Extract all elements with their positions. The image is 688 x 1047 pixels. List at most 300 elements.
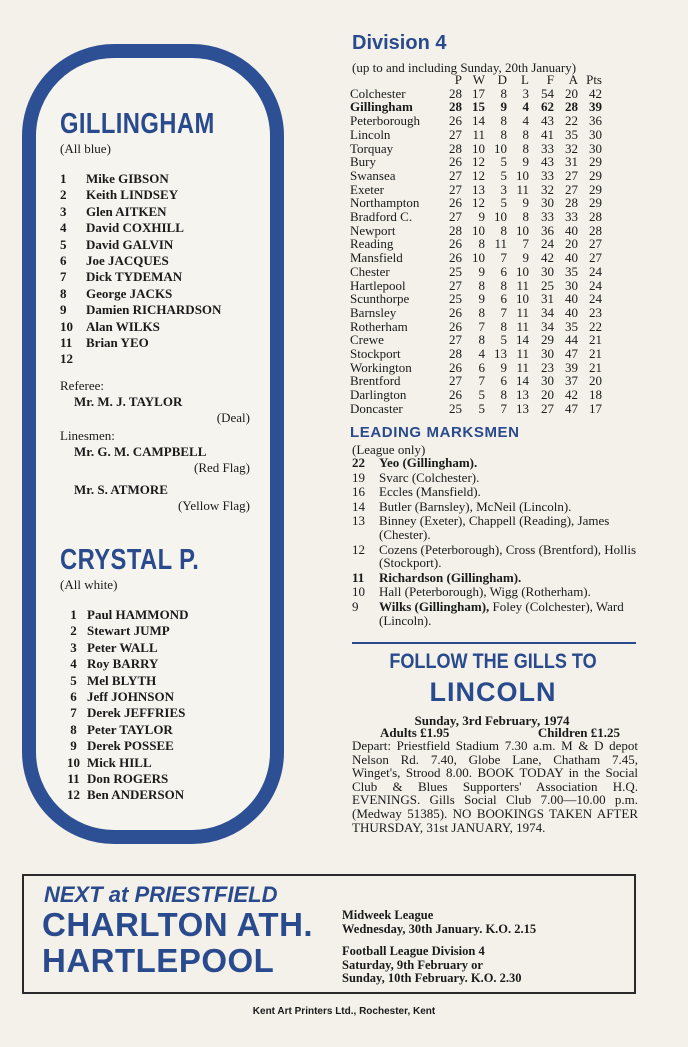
shirt-number: 4 <box>70 656 77 672</box>
player-name: Mick HILL <box>87 754 152 770</box>
player-name: Peter WALL <box>87 639 158 655</box>
team-name-cell: Gillingham <box>350 99 413 115</box>
stat-cell-f: 24 <box>541 236 554 252</box>
stat-cell-d: 10 <box>494 209 507 225</box>
table-row <box>350 251 602 265</box>
team-name-cell: Chester <box>350 263 390 279</box>
marksmen-title: LEADING MARKSMEN <box>350 424 520 441</box>
team-name-cell: Brentford <box>350 373 401 389</box>
list-item <box>352 514 640 541</box>
player-name: Dick TYDEMAN <box>86 269 183 285</box>
stat-cell-f: 42 <box>541 250 554 266</box>
stat-cell-f: 30 <box>541 195 554 211</box>
shirt-number: 11 <box>60 335 73 351</box>
stat-cell-a: 28 <box>565 195 578 211</box>
stat-cell-w: 10 <box>472 250 485 266</box>
league-header-f: F <box>546 72 554 87</box>
player-name: Ben ANDERSON <box>87 787 185 803</box>
stat-cell-a: 39 <box>565 359 578 375</box>
stat-cell-l: 11 <box>516 181 529 197</box>
stat-cell-pts: 24 <box>589 263 602 279</box>
list-item <box>352 571 640 585</box>
stat-cell-w: 8 <box>478 304 485 320</box>
team-name-cell: Workington <box>350 359 412 375</box>
stat-cell-pts: 24 <box>589 277 602 293</box>
player-name: George JACKS <box>86 285 173 301</box>
shirt-number: 12 <box>60 351 73 367</box>
fixture-1-details <box>342 909 632 936</box>
next-title: NEXT at PRIESTFIELD <box>44 882 278 907</box>
home-player-row <box>60 253 256 269</box>
team-name-cell: Bradford C. <box>350 209 413 225</box>
stat-cell-d: 3 <box>500 181 507 197</box>
stat-cell-f: 32 <box>541 181 554 197</box>
team-name-cell: Scunthorpe <box>350 291 410 307</box>
stat-cell-p: 28 <box>449 222 462 238</box>
fixture-2-details <box>342 945 632 986</box>
home-player-row <box>60 319 256 335</box>
stat-cell-l: 11 <box>516 359 529 375</box>
list-item <box>352 600 640 627</box>
player-name: Joe JACQUES <box>86 253 169 269</box>
fixture-2-date: Saturday, 9th February or <box>342 957 483 972</box>
next-opponent-2: HARTLEPOOL <box>42 942 275 979</box>
home-player-row <box>60 204 256 220</box>
stat-cell-a: 28 <box>565 99 578 115</box>
stat-cell-pts: 29 <box>589 195 602 211</box>
stat-cell-p: 26 <box>449 154 462 170</box>
goal-count: 13 <box>352 513 365 529</box>
stat-cell-d: 9 <box>500 359 507 375</box>
shirt-number: 6 <box>60 253 67 269</box>
table-row <box>350 265 602 279</box>
league-header-blank <box>350 73 440 87</box>
league-table-body <box>350 87 602 416</box>
stat-cell-l: 10 <box>516 222 529 238</box>
player-name: Mel BLYTH <box>87 672 157 688</box>
stat-cell-a: 47 <box>565 400 578 416</box>
stat-cell-a: 40 <box>565 250 578 266</box>
team-name-cell: Hartlepool <box>350 277 406 293</box>
next-opponent-1: CHARLTON ATH. <box>42 906 314 943</box>
section-divider <box>352 642 636 644</box>
table-row <box>350 183 602 197</box>
stat-cell-l: 10 <box>516 291 529 307</box>
shirt-number: 9 <box>70 738 77 754</box>
player-name: Paul HAMMOND <box>87 606 189 622</box>
stat-cell-f: 29 <box>541 332 554 348</box>
table-row <box>350 333 602 347</box>
goal-count: 19 <box>352 469 365 485</box>
stat-cell-a: 27 <box>565 167 578 183</box>
stat-cell-p: 26 <box>449 387 462 403</box>
stat-cell-pts: 20 <box>589 373 602 389</box>
stat-cell-p: 27 <box>449 126 462 142</box>
stat-cell-f: 41 <box>541 126 554 142</box>
stat-cell-f: 33 <box>541 209 554 225</box>
scorer-names: Binney (Exeter), Chappell (Reading), James (Chester). <box>379 513 610 542</box>
goal-count: 11 <box>352 569 365 585</box>
league-header-a: A <box>568 72 578 87</box>
scorer-names: Hall (Peterborough), Wigg (Rotherham). <box>379 584 591 600</box>
shirt-number: 11 <box>67 770 80 786</box>
stat-cell-pts: 24 <box>589 291 602 307</box>
stat-cell-l: 11 <box>516 304 529 320</box>
goal-count: 12 <box>352 541 365 557</box>
shirt-number: 9 <box>60 302 67 318</box>
stat-cell-f: 62 <box>541 99 554 115</box>
linesman1-flag: (Red Flag) <box>194 459 250 475</box>
stat-cell-l: 13 <box>516 387 529 403</box>
shirt-number: 5 <box>70 672 77 688</box>
follow-title: FOLLOW THE GILLS TO <box>389 650 597 673</box>
stat-cell-d: 5 <box>500 154 507 170</box>
stat-cell-w: 8 <box>478 277 485 293</box>
team-name-cell: Stockport <box>350 346 401 362</box>
league-header-d: D <box>497 72 507 87</box>
away-player-row <box>60 771 256 787</box>
stat-cell-l: 9 <box>522 154 529 170</box>
fixture-2-alt-date: Sunday, 10th February. K.O. 2.30 <box>342 971 522 985</box>
stat-cell-w: 9 <box>478 263 485 279</box>
stat-cell-p: 27 <box>449 373 462 389</box>
table-row <box>350 279 602 293</box>
stat-cell-a: 35 <box>565 318 578 334</box>
stat-cell-d: 7 <box>500 400 507 416</box>
stat-cell-l: 9 <box>522 250 529 266</box>
stat-cell-p: 26 <box>449 236 462 252</box>
home-team-players <box>60 171 256 368</box>
player-name: Stewart JUMP <box>87 623 170 639</box>
team-name-cell: Bury <box>350 154 376 170</box>
stat-cell-pts: 29 <box>589 154 602 170</box>
stat-cell-d: 7 <box>500 250 507 266</box>
stat-cell-f: 33 <box>541 140 554 156</box>
linesman2-flag: (Yellow Flag) <box>178 497 250 513</box>
team-name-cell: Lincoln <box>350 126 391 142</box>
stat-cell-w: 6 <box>478 359 485 375</box>
league-table-header <box>350 73 602 87</box>
stat-cell-a: 35 <box>565 263 578 279</box>
goal-count: 16 <box>352 484 365 500</box>
stat-cell-d: 13 <box>494 346 507 362</box>
stat-cell-p: 28 <box>449 99 462 115</box>
player-name: Roy BARRY <box>87 656 159 672</box>
shirt-number: 1 <box>60 171 67 186</box>
stat-cell-f: 34 <box>541 304 554 320</box>
home-player-row <box>60 220 256 236</box>
stat-cell-pts: 21 <box>589 332 602 348</box>
home-player-row <box>60 237 256 253</box>
player-name: David GALVIN <box>86 236 174 252</box>
stat-cell-pts: 28 <box>589 209 602 225</box>
scorer-names: Yeo (Gillingham). <box>379 455 478 470</box>
away-player-row <box>60 755 256 771</box>
away-team-name: CRYSTAL P. <box>60 543 200 576</box>
away-player-row <box>60 656 256 672</box>
table-row <box>350 402 602 416</box>
away-player-row <box>60 689 256 705</box>
stat-cell-p: 28 <box>449 346 462 362</box>
follow-date: Sunday, 3rd February, 1974 <box>414 713 570 728</box>
shirt-number: 3 <box>70 639 77 655</box>
stat-cell-f: 43 <box>541 154 554 170</box>
adult-price: Adults £1.95 <box>380 725 450 740</box>
stat-cell-f: 34 <box>541 318 554 334</box>
home-player-row <box>60 187 256 203</box>
home-player-row <box>60 269 256 285</box>
linesmen-label: Linesmen: <box>60 427 115 443</box>
stat-cell-f: 31 <box>541 291 554 307</box>
stat-cell-d: 5 <box>500 195 507 211</box>
player-name: Derek JEFFRIES <box>87 705 186 721</box>
table-row <box>350 374 602 388</box>
table-row <box>350 320 602 334</box>
stat-cell-p: 26 <box>449 250 462 266</box>
stat-cell-w: 12 <box>472 154 485 170</box>
stat-cell-a: 30 <box>565 277 578 293</box>
away-player-row <box>60 722 256 738</box>
stat-cell-f: 27 <box>541 400 554 416</box>
team-name-cell: Darlington <box>350 387 407 403</box>
stat-cell-d: 8 <box>500 126 507 142</box>
table-row <box>350 361 602 375</box>
table-row <box>350 224 602 238</box>
shirt-number: 1 <box>70 606 77 622</box>
stat-cell-d: 8 <box>500 387 507 403</box>
stat-cell-pts: 30 <box>589 140 602 156</box>
stat-cell-p: 28 <box>449 85 462 101</box>
table-row <box>350 142 602 156</box>
stat-cell-l: 11 <box>516 277 529 293</box>
stat-cell-w: 11 <box>472 126 485 142</box>
player-name: Jeff JOHNSON <box>87 688 175 704</box>
stat-cell-a: 35 <box>565 126 578 142</box>
stat-cell-l: 4 <box>522 113 529 129</box>
table-row <box>350 347 602 361</box>
stat-cell-d: 8 <box>500 113 507 129</box>
team-name-cell: Rotherham <box>350 318 408 334</box>
stat-cell-w: 9 <box>478 291 485 307</box>
player-name: Keith LINDSEY <box>86 187 179 203</box>
table-row <box>350 292 602 306</box>
stat-cell-f: 36 <box>541 222 554 238</box>
player-name: Glen AITKEN <box>86 203 167 219</box>
scorer-names: Eccles (Mansfield). <box>379 484 481 500</box>
stat-cell-a: 33 <box>565 209 578 225</box>
stat-cell-f: 30 <box>541 346 554 362</box>
stat-cell-d: 10 <box>494 140 507 156</box>
referee-label: Referee: <box>60 377 105 393</box>
stat-cell-pts: 27 <box>589 236 602 252</box>
stat-cell-a: 32 <box>565 140 578 156</box>
scorer-names: Butler (Barnsley), McNeil (Lincoln). <box>379 498 572 514</box>
player-name: Don ROGERS <box>87 770 169 786</box>
stat-cell-p: 27 <box>449 277 462 293</box>
stat-cell-d: 8 <box>500 222 507 238</box>
team-name-cell: Crewe <box>350 332 384 348</box>
stat-cell-l: 13 <box>516 400 529 416</box>
stat-cell-a: 20 <box>565 85 578 101</box>
home-team-kit: (All blue) <box>60 141 111 156</box>
stat-cell-p: 26 <box>449 359 462 375</box>
stat-cell-p: 26 <box>449 113 462 129</box>
referee-name: Mr. M. J. TAYLOR <box>74 393 183 409</box>
stat-cell-l: 8 <box>522 126 529 142</box>
stat-cell-w: 8 <box>478 236 485 252</box>
stat-cell-pts: 27 <box>589 250 602 266</box>
stat-cell-pts: 29 <box>589 167 602 183</box>
marksmen-subtitle: (League only) <box>352 442 426 457</box>
stat-cell-a: 40 <box>565 222 578 238</box>
linesman2-name: Mr. S. ATMORE <box>74 481 168 497</box>
shirt-number: 5 <box>60 236 67 252</box>
stat-cell-l: 3 <box>522 85 529 101</box>
stat-cell-a: 27 <box>565 181 578 197</box>
team-name-cell: Torquay <box>350 140 394 156</box>
stat-cell-pts: 21 <box>589 359 602 375</box>
stat-cell-d: 9 <box>500 99 507 115</box>
follow-destination: LINCOLN <box>429 677 557 707</box>
stat-cell-l: 7 <box>522 236 529 252</box>
stat-cell-l: 8 <box>522 209 529 225</box>
team-name-cell: Doncaster <box>350 400 403 416</box>
stat-cell-l: 14 <box>516 332 529 348</box>
shirt-number: 8 <box>60 285 67 301</box>
list-item <box>352 471 640 485</box>
team-sheet-content <box>60 108 256 804</box>
stat-cell-a: 20 <box>565 236 578 252</box>
away-team-block <box>60 544 256 804</box>
goal-count: 22 <box>352 455 365 470</box>
away-team-kit: (All white) <box>60 576 118 592</box>
stat-cell-l: 9 <box>522 195 529 211</box>
stat-cell-f: 54 <box>541 85 554 101</box>
stat-cell-w: 12 <box>472 195 485 211</box>
shirt-number: 6 <box>70 688 77 704</box>
team-name-cell: Peterborough <box>350 113 421 129</box>
home-player-row <box>60 351 256 367</box>
stat-cell-w: 10 <box>472 140 485 156</box>
table-row <box>350 87 602 101</box>
shirt-number: 10 <box>60 318 73 334</box>
away-team-players <box>60 607 256 804</box>
next-fixtures-box <box>22 874 636 994</box>
team-name-cell: Barnsley <box>350 304 397 320</box>
away-player-row <box>60 623 256 639</box>
away-player-row <box>60 607 256 623</box>
stat-cell-a: 40 <box>565 291 578 307</box>
team-name-cell: Swansea <box>350 167 396 183</box>
fixture-1-competition: Midweek League <box>342 908 434 922</box>
stat-cell-w: 4 <box>478 346 485 362</box>
stat-cell-l: 14 <box>516 373 529 389</box>
league-header-w: W <box>472 72 485 87</box>
stat-cell-a: 31 <box>565 154 578 170</box>
league-header-l: L <box>521 72 529 87</box>
player-name: David COXHILL <box>86 220 184 236</box>
table-row <box>350 210 602 224</box>
goal-count: 14 <box>352 498 365 514</box>
stat-cell-p: 25 <box>449 263 462 279</box>
list-item <box>352 456 640 470</box>
referee-town: (Deal) <box>216 409 250 425</box>
player-name: Alan WILKS <box>86 318 160 334</box>
stat-cell-pts: 28 <box>589 222 602 238</box>
home-team-name: GILLINGHAM <box>60 108 215 140</box>
scorer-names: Richardson (Gillingham). <box>379 569 522 585</box>
stat-cell-w: 5 <box>478 387 485 403</box>
table-row <box>350 306 602 320</box>
stat-cell-l: 11 <box>516 318 529 334</box>
stat-cell-p: 27 <box>449 209 462 225</box>
stat-cell-a: 47 <box>565 346 578 362</box>
stat-cell-w: 5 <box>478 400 485 416</box>
stat-cell-pts: 36 <box>589 113 602 129</box>
list-item <box>352 500 640 514</box>
away-player-row <box>60 705 256 721</box>
stat-cell-pts: 17 <box>589 400 602 416</box>
stat-cell-w: 7 <box>478 318 485 334</box>
away-player-row <box>60 673 256 689</box>
team-sheet-panel <box>22 44 284 844</box>
division-title: Division 4 <box>352 32 447 54</box>
stat-cell-l: 8 <box>522 140 529 156</box>
shirt-number: 7 <box>70 705 77 721</box>
stat-cell-f: 30 <box>541 263 554 279</box>
team-name-cell: Colchester <box>350 85 406 101</box>
list-item <box>352 543 640 570</box>
stat-cell-w: 10 <box>472 222 485 238</box>
stat-cell-f: 20 <box>541 387 554 403</box>
scorer-names: Svarc (Colchester). <box>379 469 480 485</box>
stat-cell-w: 15 <box>472 99 485 115</box>
goal-count: 9 <box>352 598 359 614</box>
table-row <box>350 100 602 114</box>
fixture-1-date: Wednesday, 30th January. K.O. 2.15 <box>342 921 537 936</box>
stat-cell-d: 8 <box>500 277 507 293</box>
table-row <box>350 196 602 210</box>
stat-cell-p: 27 <box>449 332 462 348</box>
table-row <box>350 388 602 402</box>
stat-cell-p: 27 <box>449 167 462 183</box>
stat-cell-w: 13 <box>472 181 485 197</box>
stat-cell-w: 7 <box>478 373 485 389</box>
stat-cell-a: 44 <box>565 332 578 348</box>
stat-cell-l: 11 <box>516 346 529 362</box>
stat-cell-a: 22 <box>565 113 578 129</box>
league-table <box>350 73 602 416</box>
stat-cell-w: 14 <box>472 113 485 129</box>
shirt-number: 12 <box>67 787 80 803</box>
scorer-names: Wilks (Gillingham), Foley (Colchester), Ward (Lincoln). <box>379 598 624 628</box>
stat-cell-w: 8 <box>478 332 485 348</box>
stat-cell-p: 26 <box>449 318 462 334</box>
shirt-number: 4 <box>60 220 67 236</box>
table-row <box>350 114 602 128</box>
stat-cell-d: 5 <box>500 332 507 348</box>
stat-cell-a: 42 <box>565 387 578 403</box>
home-player-row <box>60 286 256 302</box>
team-name-cell: Mansfield <box>350 250 403 266</box>
away-player-row <box>60 640 256 656</box>
stat-cell-w: 9 <box>478 209 485 225</box>
stat-cell-d: 11 <box>494 236 507 252</box>
player-name: Brian YEO <box>86 335 149 351</box>
league-header-pts: Pts <box>586 72 602 87</box>
stat-cell-p: 25 <box>449 400 462 416</box>
stat-cell-p: 28 <box>449 140 462 156</box>
